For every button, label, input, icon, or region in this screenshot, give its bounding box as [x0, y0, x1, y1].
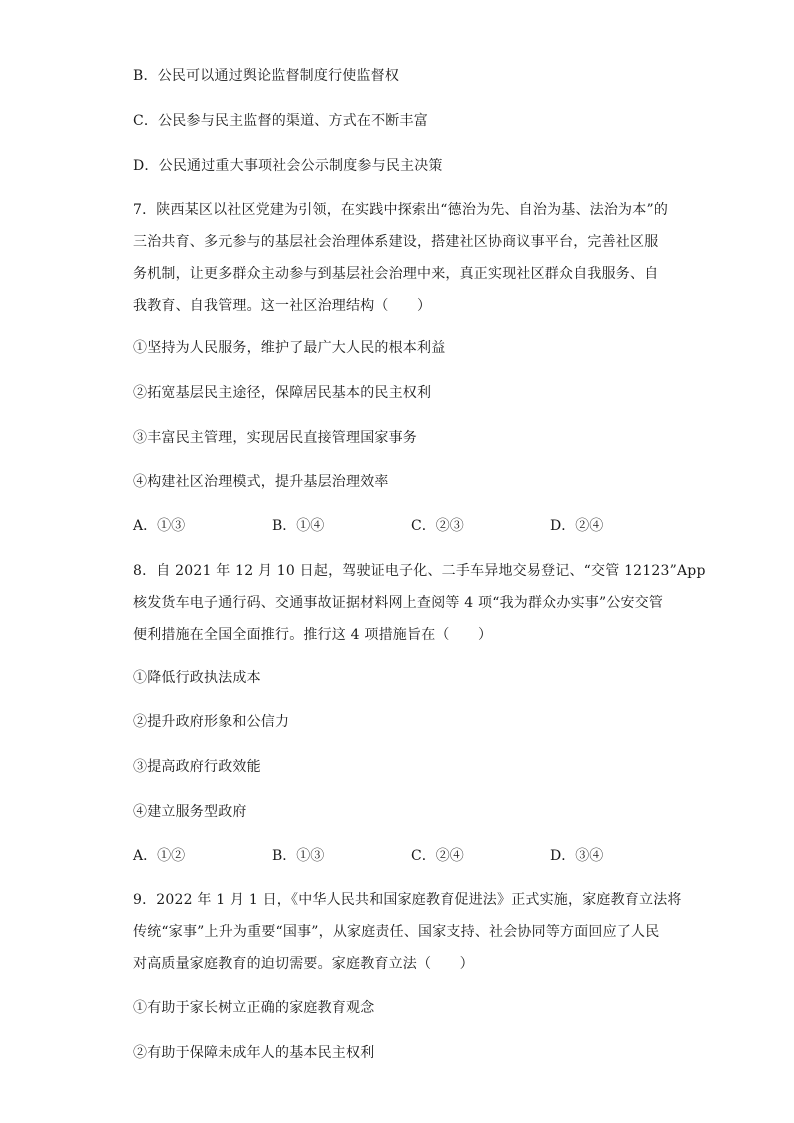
- q7-choice-a: A．①③: [133, 518, 186, 534]
- q8-statement-4: ④建立服务型政府: [133, 804, 247, 820]
- q9-statement-1: ①有助于家长树立正确的家庭教育观念: [133, 1000, 375, 1016]
- q8-statement-2: ②提升政府形象和公信力: [133, 714, 290, 730]
- q8-choice-c: C．②④: [411, 848, 464, 864]
- q7-stem-line-3: 务机制，让更多群众主动参与到基层社会治理中来，真正实现社区群众自我服务、自: [133, 266, 659, 282]
- q6-option-d: D．公民通过重大事项社会公示制度参与民主决策: [133, 158, 443, 174]
- q8-stem-line-3: 便利措施在全国全面推行。推行这 4 项措施旨在（ ）: [133, 627, 493, 643]
- q6-option-b: B．公民可以通过舆论监督制度行使监督权: [133, 68, 400, 84]
- q7-choice-b: B．①④: [272, 518, 325, 534]
- q9-stem-line-1: 9．2022 年 1 月 1 日，《中华人民共和国家庭教育促进法》正式实施，家庭教育立法将: [133, 892, 682, 908]
- q9-stem-line-2: 传统“家事”上升为重要“国事”，从家庭责任、国家支持、社会协同等方面回应了人民: [133, 924, 660, 940]
- q8-stem-line-2: 核发货车电子通行码、交通事故证据材料网上查阅等 4 项“我为群众办实事”公安交管: [133, 595, 664, 611]
- q8-choices: [133, 846, 603, 866]
- q7-choice-d: D．②④: [550, 518, 604, 534]
- q8-statement-3: ③提高政府行政效能: [133, 759, 261, 775]
- q7-stem-line-2: 三治共育、多元参与的基层社会治理体系建设，搭建社区协商议事平台，完善社区服: [133, 234, 659, 250]
- q6-option-c: C．公民参与民主监督的渠道、方式在不断丰富: [133, 113, 428, 129]
- q9-stem-line-3: 对高质量家庭教育的迫切需要。家庭教育立法（ ）: [133, 956, 474, 972]
- q7-choices: [133, 516, 603, 536]
- q7-stem-line-1: 7．陕西某区以社区党建为引领，在实践中探索出“德治为先、自治为基、法治为本”的: [133, 202, 669, 218]
- q7-statement-2: ②拓宽基层民主途径，保障居民基本的民主权利: [133, 385, 432, 401]
- q8-choice-d: D．③④: [550, 848, 604, 864]
- q8-stem-line-1: 8．自 2021 年 12 月 10 日起，驾驶证电子化、二手车异地交易登记、“交管 12123”App: [133, 563, 706, 579]
- q7-statement-4: ④构建社区治理模式，提升基层治理效率: [133, 474, 389, 490]
- q7-statement-3: ③丰富民主管理，实现居民直接管理国家事务: [133, 430, 417, 446]
- q8-choice-b: B．①③: [272, 848, 325, 864]
- q7-statement-1: ①坚持为人民服务，维护了最广大人民的根本利益: [133, 340, 446, 356]
- q7-choice-c: C．②③: [411, 518, 464, 534]
- q7-stem-line-4: 我教育、自我管理。这一社区治理结构（ ）: [133, 298, 432, 314]
- q8-choice-a: A．①②: [133, 848, 186, 864]
- q8-statement-1: ①降低行政执法成本: [133, 670, 261, 686]
- q9-statement-2: ②有助于保障未成年人的基本民主权利: [133, 1045, 375, 1061]
